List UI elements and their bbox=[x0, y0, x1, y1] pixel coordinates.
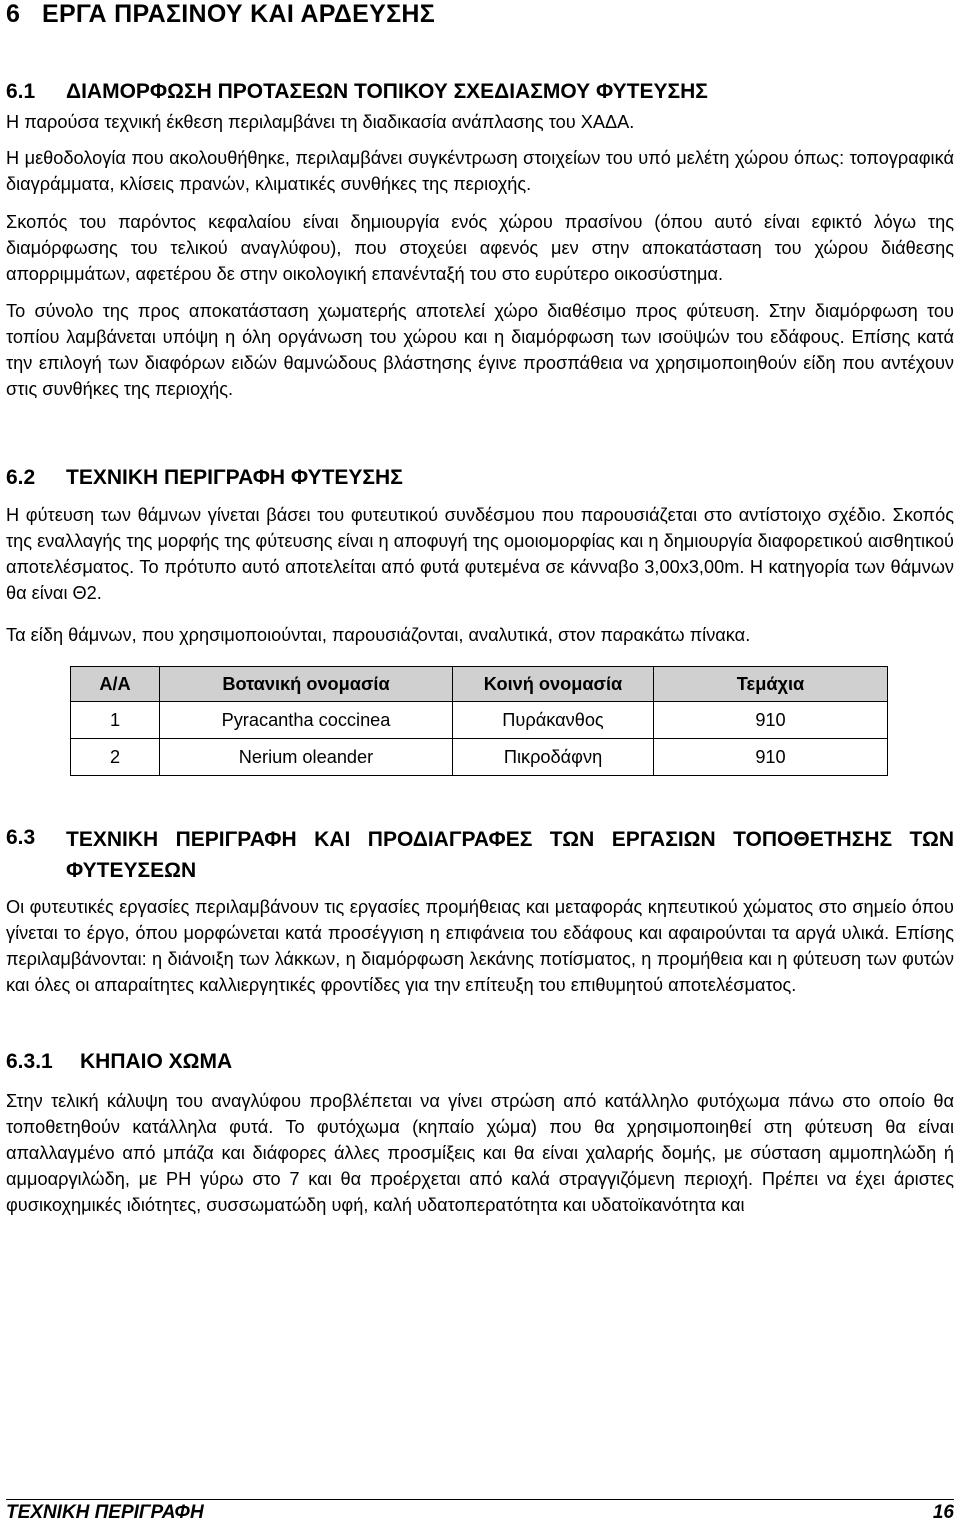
column-header: Κοινή ονομασία bbox=[453, 667, 654, 702]
shrub-species-table bbox=[70, 666, 888, 776]
table-cell: Nerium oleander bbox=[160, 739, 453, 776]
column-header: Τεμάχια bbox=[654, 667, 888, 702]
section-title: ΤΕΧΝΙΚΗ ΠΕΡΙΓΡΑΦΗ ΚΑΙ ΠΡΟΔΙΑΓΡΑΦΕΣ ΤΩΝ ΕΡΓΑΣΙΩΝ ΤΟΠΟΘΕΤΗΣΗΣ ΤΩΝ ΦΥΤΕΥΣΕΩΝ bbox=[66, 828, 954, 882]
section-6-3-1-heading bbox=[6, 1048, 954, 1076]
section-title: ΚΗΠΑΙΟ ΧΩΜΑ bbox=[80, 1050, 233, 1073]
section-6-1-heading bbox=[6, 78, 954, 106]
section-title: ΔΙΑΜΟΡΦΩΣΗ ΠΡΟΤΑΣΕΩΝ ΤΟΠΙΚΟΥ ΣΧΕΔΙΑΣΜΟΥ ΦΥΤΕΥΣΗΣ bbox=[66, 80, 708, 103]
section-title: ΤΕΧΝΙΚΗ ΠΕΡΙΓΡΑΦΗ ΦΥΤΕΥΣΗΣ bbox=[66, 466, 403, 489]
table-cell: Pyracantha coccinea bbox=[160, 702, 453, 739]
table-row bbox=[71, 739, 888, 776]
table-header-row bbox=[71, 667, 888, 702]
chapter-heading bbox=[6, 0, 954, 29]
table-cell: Πικροδάφνη bbox=[453, 739, 654, 776]
section-6-3-heading bbox=[6, 824, 954, 886]
paragraph: Τα είδη θάμνων, που χρησιμοποιούνται, παρουσιάζονται, αναλυτικά, στον παρακάτω πίνακα. bbox=[6, 625, 751, 645]
table-cell: 2 bbox=[71, 739, 160, 776]
table-cell: 910 bbox=[654, 739, 888, 776]
paragraph: Η μεθοδολογία που ακολουθήθηκε, περιλαμβάνει συγκέντρωση στοιχείων του υπό μελέτη χώρου όπως: τοπογραφικά διαγράμματα, κλίσεις πρανών, κλιματικές συνθήκες της περιοχής. bbox=[6, 148, 954, 194]
section-number: 6.3 bbox=[6, 826, 36, 849]
chapter-title: ΕΡΓΑ ΠΡΑΣΙΝΟΥ ΚΑΙ ΑΡΔΕΥΣΗΣ bbox=[41, 0, 436, 28]
chapter-number: 6 bbox=[6, 0, 21, 28]
section-6-2-heading bbox=[6, 464, 954, 492]
page-footer bbox=[6, 1499, 954, 1526]
paragraph: Η φύτευση των θάμνων γίνεται βάσει του φυτευτικού συνδέσμου που παρουσιάζεται στο αντίστοιχο σχέδιο. Σκοπός της εναλλαγής της μορφής της φύτευσης είναι η αποφυγή της ομοιομορφίας και η δημιουργία διαφορετικού αισθητικού αποτελέσματος. Το πρότυπο αυτό αποτελείται από φυτά φυτεμένα σε κάνναβο 3,00x3,00m. Η κατηγορία των θάμνων θα είναι Θ2. bbox=[6, 505, 954, 603]
column-header: Βοτανική ονομασία bbox=[160, 667, 453, 702]
footer-title: ΤΕΧΝΙΚΗ ΠΕΡΙΓΡΑΦΗ bbox=[6, 1502, 204, 1523]
paragraph: Το σύνολο της προς αποκατάσταση χωματερής αποτελεί χώρο διαθέσιμο προς φύτευση. Στην διαμόρφωση του τοπίου λαμβάνεται υπόψη η όλη οργάνωση του χώρου και η διαμόρφωση των ισοϋψών του εδάφους. Επίσης κατά την επιλογή των διαφόρων ειδών θαμνώδους βλάστησης έγινε προσπάθεια να χρησιμοποιηθούν είδη που αντέχουν στις συνθήκες της περιοχής. bbox=[6, 301, 954, 399]
table-cell: 910 bbox=[654, 702, 888, 739]
paragraph: Σκοπός του παρόντος κεφαλαίου είναι δημιουργία ενός χώρου πρασίνου (όπου αυτό είναι εφικτό λόγω της διαμόρφωσης του τελικού αναγλύφου), που στοχεύει αφενός μεν στην αποκατάσταση του χώρου διάθεσης απορριμμάτων, αφετέρου δε στην οικολογική επανένταξή του στο ευρύτερο οικοσύστημα. bbox=[6, 212, 954, 284]
section-number: 6.3.1 bbox=[6, 1050, 53, 1073]
paragraph: Στην τελική κάλυψη του αναγλύφου προβλέπεται να γίνει στρώση από κατάλληλο φυτόχωμα πάνω στο οποίο θα τοποθετηθούν κατάλληλα φυτά. Το φυτόχωμα (κηπαίο χώμα) που θα χρησιμοποιηθεί στη φύτευση θα είναι απαλλαγμένο από μπάζα και διάφορες άλλες προσμίξεις και θα είναι χαλαρής δομής, με σύσταση αμμοπηλώδη ή αμμοαργιλώδη, με PH γύρω στο 7 και θα προέρχεται από καλά στραγγιζόμενη περιοχή. Πρέπει να έχει άριστες φυσικοχημικές ιδιότητες, συσσωματώδη υφή, καλή υδατοπερατότητα και υδατοϊκανότητα και bbox=[6, 1091, 954, 1215]
table-cell: Πυράκανθος bbox=[453, 702, 654, 739]
column-header: Α/Α bbox=[71, 667, 160, 702]
table-row bbox=[71, 702, 888, 739]
table-cell: 1 bbox=[71, 702, 160, 739]
section-number: 6.1 bbox=[6, 80, 36, 103]
paragraph: Η παρούσα τεχνική έκθεση περιλαμβάνει τη διαδικασία ανάπλασης του ΧΑΔΑ. bbox=[6, 112, 635, 132]
paragraph: Οι φυτευτικές εργασίες περιλαμβάνουν τις εργασίες προμήθειας και μεταφοράς κηπευτικού χώματος στο σημείο όπου γίνεται το έργο, όπου μορφώνεται κατά προσέγγιση η επιφάνεια του εδάφους και αφαιρούνται τα αργά υλικά. Επίσης περιλαμβάνονται: η διάνοιξη των λάκκων, η διαμόρφωση λεκάνης ποτίσματος, η προμήθεια και η φύτευση των φυτών και όλες οι απαραίτητες καλλιεργητικές φροντίδες για την επίτευξη του επιθυμητού αποτελέσματος. bbox=[6, 897, 954, 995]
section-number: 6.2 bbox=[6, 466, 36, 489]
page-number: 16 bbox=[932, 1502, 954, 1523]
document-page bbox=[6, 0, 954, 1218]
